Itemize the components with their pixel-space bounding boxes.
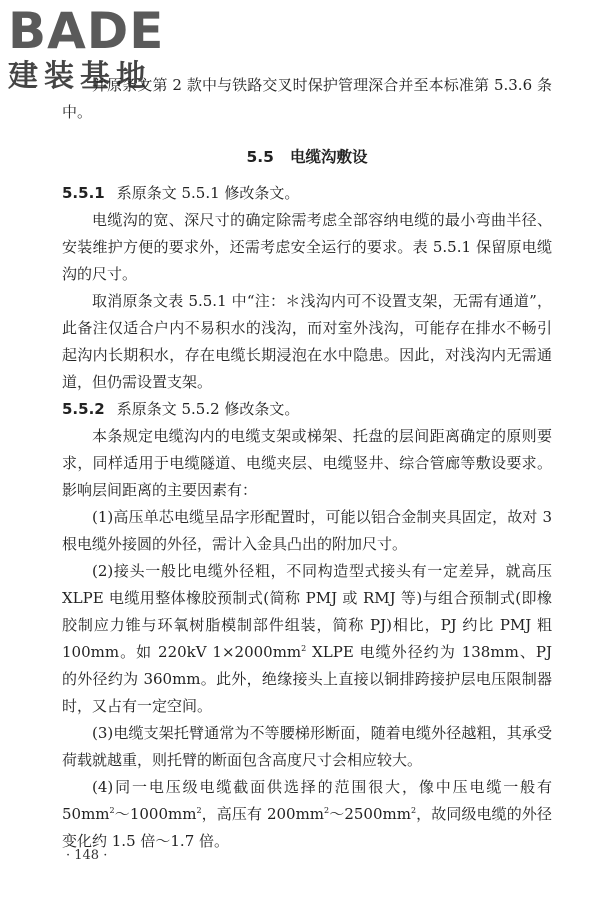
clause-5-5-1-para2: 取消原条文表 5.5.1 中“注：＊浅沟内可不设置支架，无需有通道”，此备注仅适合户内不易积水的浅沟，而对室外浅沟，可能存在排水不畅引起沟内长期积水，存在电缆长期浸泡在水中隐患。因此，对浅沟内无需通道，但仍需设置支架。 <box>62 292 552 391</box>
clause-number: 5.5.1 <box>62 184 105 202</box>
superscript: 2 <box>410 806 417 815</box>
clause-5-5-1-heading <box>62 180 552 207</box>
page-number: · 148 · <box>66 848 108 863</box>
clause-heading-text: 系原条文 5.5.2 修改条文。 <box>116 400 300 418</box>
superscript: 2 <box>196 806 202 815</box>
logo-brand-cn: 建装基地 <box>8 59 152 94</box>
item4-text-e: ，故同级电缆的外径变化约 1.5 倍～1.7 倍。 <box>62 805 552 850</box>
item2-text-b: XLPE 电缆外径约为 138mm、PJ 的外径约为 360mm。此外，绝缘接头上直接以铜排跨接护层电压限制器时，又占有一定空间。 <box>62 643 553 715</box>
section-title <box>62 144 552 171</box>
clause-5-5-2-intro: 本条规定电缆沟内的电缆支架或梯架、托盘的层间距离确定的原则要求，同样适用于电缆隧道、电缆夹层、电缆竖井、综合管廊等敷设要求。影响层间距离的主要因素有： <box>62 427 552 499</box>
clause-5-5-2-heading <box>62 396 552 423</box>
list-item-2 <box>62 558 552 720</box>
item4-text-b: ～1000mm <box>114 805 197 823</box>
superscript: 2 <box>324 806 330 815</box>
clause-number: 5.5.2 <box>62 400 105 418</box>
clause-5-5-1-para1: 电缆沟的宽、深尺寸的确定除需考虑全部容纳电缆的最小弯曲半径、安装维护方便的要求外，还需考虑安全运行的要求。表 5.5.1 保留原电缆沟的尺寸。 <box>62 211 552 283</box>
continuation-paragraph: 并原条文第 2 款中与铁路交叉时保护管理深合并至本标准第 5.3.6 条中。 <box>62 76 552 121</box>
logo-brand-en: BADE <box>8 2 165 60</box>
item2-text-a: (2)接头一般比电缆外径粗，不同构造型式接头有一定差异，就高压 XLPE 电缆用整体橡胶预制式(简称 PMJ 或 RMJ 等)与组合预制式(即橡胶制应力锥与环氧树脂模制部件组装，简称 PJ)相比，PJ 约比 PMJ 粗 100mm。如 220kV 1×2000mm <box>62 562 552 661</box>
clause-heading-text: 系原条文 5.5.1 修改条文。 <box>116 184 300 202</box>
list-item-1: (1)高压单芯电缆呈品字形配置时，可能以铝合金制夹具固定，故对 3 根电缆外接圆的外径，需计入金具凸出的附加尺寸。 <box>62 508 552 553</box>
list-item-4 <box>62 774 552 855</box>
section-heading: 电缆沟敷设 <box>289 148 368 166</box>
list-item-3: (3)电缆支架托臂通常为不等腰梯形断面，随着电缆外径越粗，其承受荷载就越重，则托臂的断面包含高度尺寸会相应较大。 <box>62 724 552 769</box>
document-body <box>62 72 552 855</box>
item4-text-a: (4)同一电压级电缆截面供选择的范围很大，像中压电缆一般有 50mm <box>62 778 552 823</box>
superscript: 2 <box>301 644 307 653</box>
section-number: 5.5 <box>246 148 274 166</box>
item4-text-c: ，高压有 200mm <box>201 805 325 823</box>
item4-text-d: ～2500mm <box>329 805 411 823</box>
superscript: 2 <box>109 806 115 815</box>
